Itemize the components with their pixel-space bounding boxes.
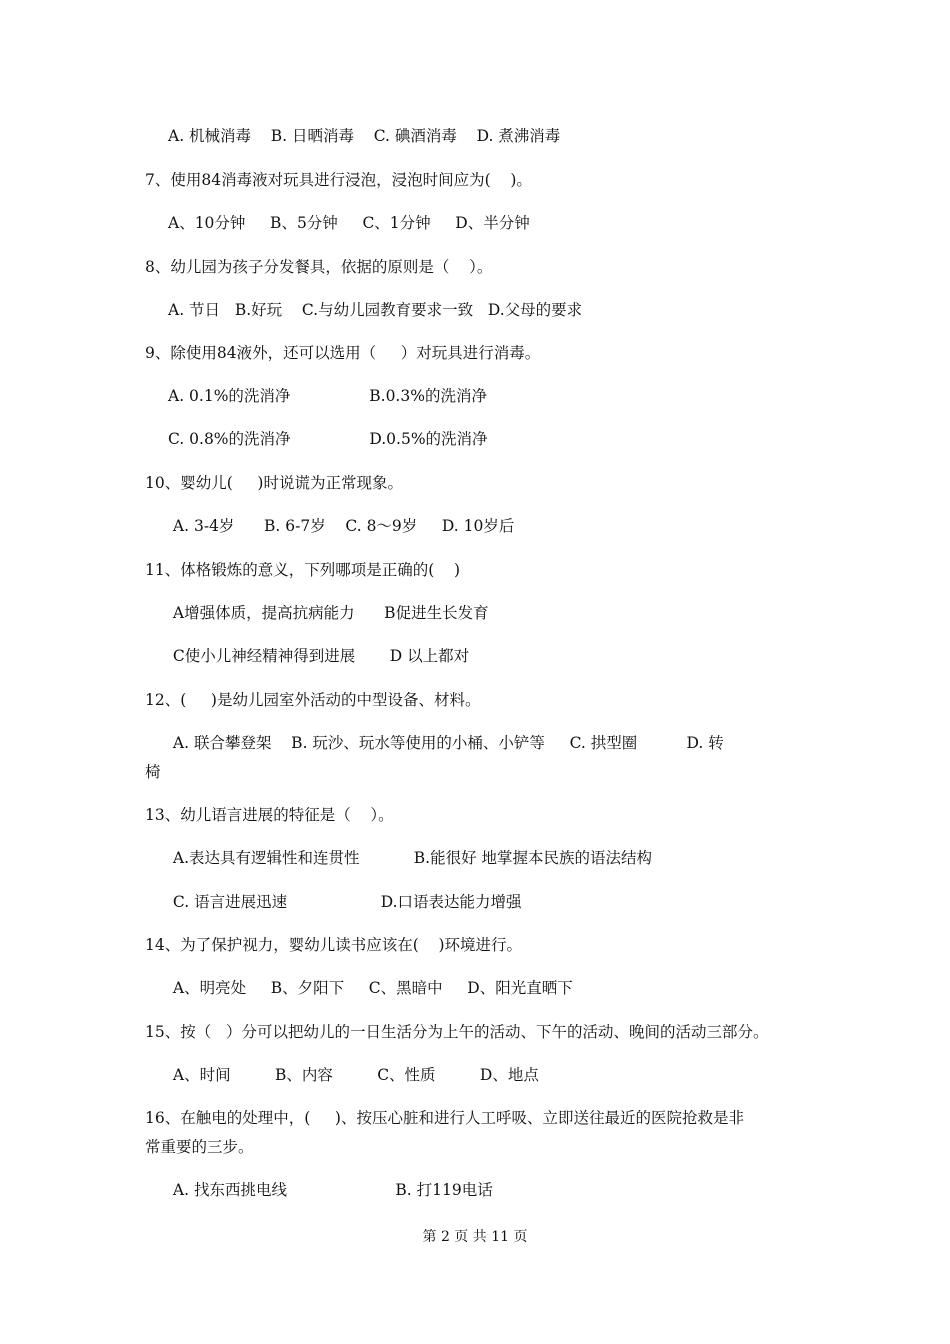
option-line: A、时间 B、内容 C、性质 D、地点 — [168, 1066, 539, 1084]
option-line: A. 机械消毒 B. 日晒消毒 C. 碘酒消毒 D. 煮沸消毒 — [168, 127, 561, 145]
question-12: 12、( )是幼儿园室外活动的中型设备、材料。 — [145, 691, 481, 709]
question-9: 9、除使用84液外，还可以选用（ ）对玩具进行消毒。 — [145, 344, 541, 362]
question-10: 10、婴幼儿( )时说谎为正常现象。 — [145, 474, 403, 492]
question-13: 13、幼儿语言进展的特征是（ ）。 — [145, 806, 394, 824]
continuation-line: 椅 — [145, 763, 161, 781]
option-line: A. 0.1%的洗消净 B.0.3%的洗消净 — [168, 387, 487, 405]
page-footer: 第 2 页 共 11 页 — [422, 1229, 528, 1245]
question-8: 8、幼儿园为孩子分发餐具，依据的原则是（ ）。 — [145, 258, 493, 276]
option-line: A. 3-4岁 B. 6-7岁 C. 8～9岁 D. 10岁后 — [168, 517, 515, 535]
option-line: A. 找东西挑电线 B. 打119电话 — [168, 1181, 493, 1199]
option-line: C使小儿神经精神得到进展 D 以上都对 — [168, 647, 470, 665]
option-line: A. 节日 B.好玩 C.与幼儿园教育要求一致 D.父母的要求 — [168, 301, 583, 319]
option-line: A、10分钟 B、5分钟 C、1分钟 D、半分钟 — [168, 214, 530, 232]
option-line: A.表达具有逻辑性和连贯性 B.能很好 地掌握本民族的语法结构 — [168, 849, 652, 867]
option-line: A增强体质，提高抗病能力 B促进生长发育 — [168, 604, 489, 622]
question-11: 11、体格锻炼的意义，下列哪项是正确的( ) — [145, 561, 461, 579]
question-16: 16、在触电的处理中，( )、按压心脏和进行人工呼吸、立即送往最近的医院抢救是非 — [145, 1109, 744, 1127]
option-line: C. 0.8%的洗消净 D.0.5%的洗消净 — [168, 430, 488, 448]
option-line: C. 语言进展迅速 D.口语表达能力增强 — [168, 893, 522, 911]
continuation-line: 常重要的三步。 — [145, 1138, 254, 1156]
option-line: A、明亮处 B、夕阳下 C、黑暗中 D、阳光直晒下 — [168, 979, 573, 997]
question-7: 7、使用84消毒液对玩具进行浸泡，浸泡时间应为( )。 — [145, 171, 532, 189]
question-14: 14、为了保护视力，婴幼儿读书应该在( )环境进行。 — [145, 936, 523, 954]
question-15: 15、按（ ）分可以把幼儿的一日生活分为上午的活动、下午的活动、晚间的活动三部分。 — [145, 1023, 769, 1041]
option-line: A. 联合攀登架 B. 玩沙、玩水等使用的小桶、小铲等 C. 拱型圈 D. 转 — [168, 734, 724, 752]
